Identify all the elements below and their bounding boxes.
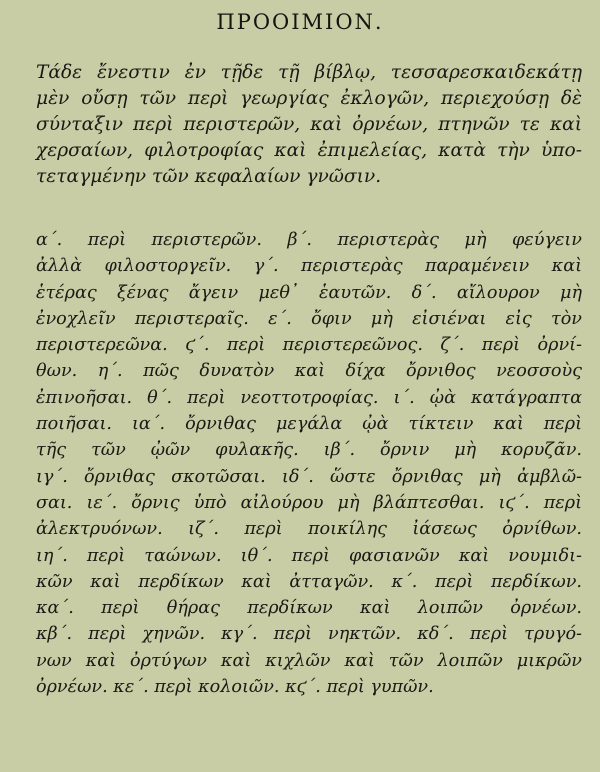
chapter-list-line: κα΄. περὶ θήρας περδίκων καὶ λοιπῶν ὀρνέων. xyxy=(36,598,582,619)
page-title: ΠΡΟΟΙΜΙΟΝ. xyxy=(216,10,384,34)
chapter-list-line: ὀρνέων. κε΄. περὶ κολοιῶν. κϛ΄. περὶ γυπῶν. xyxy=(36,677,434,698)
chapter-list-line: θων. η΄. πῶς δυνατὸν καὶ δίχα ὄρνιθος νεοσσοὺς xyxy=(36,361,582,382)
chapter-list xyxy=(36,227,582,700)
chapter-list-line: ιγ΄. ὄρνιθας σκοτῶσαι. ιδ΄. ὥστε ὄρνιθας μὴ ἀμβλῶ- xyxy=(36,466,582,487)
intro-line: τεταγμένην τῶν κεφαλαίων γνῶσιν. xyxy=(36,166,382,187)
chapter-list-line: σαι. ιε΄. ὄρνις ὑπὸ αἰλούρου μὴ βλάπτεσθαι. ιϛ΄. περὶ xyxy=(36,492,582,513)
chapter-list-line: ἑτέρας ξένας ἄγειν μεθ᾽ ἑαυτῶν. δ΄. αἴλουρον μὴ xyxy=(36,282,582,303)
intro-line: Τάδε ἔνεστιν ἐν τῇδε τῇ βίβλῳ, τεσσαρεσκαιδεκάτῃ xyxy=(36,62,582,83)
chapter-list-line: ἀλλὰ φιλοστοργεῖν. γ΄. περιστερὰς παραμένειν καὶ xyxy=(36,256,582,277)
intro-line: χερσαίων, φιλοτροφίας καὶ ἐπιμελείας, κατὰ τὴν ὑπο- xyxy=(36,140,582,161)
chapter-list-line: α΄. περὶ περιστερῶν. β΄. περιστερὰς μὴ φεύγειν xyxy=(36,230,582,250)
chapter-list-line: νων καὶ ὀρτύγων καὶ κιχλῶν καὶ τῶν λοιπῶν μικρῶν xyxy=(36,650,582,671)
chapter-list-line: κβ΄. περὶ χηνῶν. κγ΄. περὶ νηκτῶν. κδ΄. περὶ τρυγό- xyxy=(36,624,582,645)
intro-paragraph xyxy=(36,60,582,190)
chapter-list-line: ποιῆσαι. ια΄. ὄρνιθας μεγάλα ᾠὰ τίκτειν καὶ περὶ xyxy=(36,414,582,435)
chapter-list-line: ἐνοχλεῖν περιστεραῖς. ε΄. ὄφιν μὴ εἰσιέναι εἰς τὸν xyxy=(36,308,582,329)
chapter-list-line: τῆς τῶν ᾠῶν φυλακῆς. ιβ΄. ὄρνιν μὴ κορυζᾶν. xyxy=(36,440,582,461)
chapter-list-line: κῶν καὶ περδίκων καὶ ἀτταγῶν. κ΄. περὶ περδίκων. xyxy=(36,571,582,592)
intro-line: μὲν οὔσῃ τῶν περὶ γεωργίας ἐκλογῶν, περιεχούσῃ δὲ xyxy=(36,88,582,109)
intro-line: σύνταξιν περὶ περιστερῶν, καὶ ὀρνέων, πτηνῶν τε καὶ xyxy=(36,114,582,135)
chapter-list-line: ἐπινοῆσαι. θ΄. περὶ νεοττοτροφίας. ι΄. ᾠὰ κατάγραπτα xyxy=(36,387,582,408)
chapter-list-line: ιη΄. περὶ ταώνων. ιθ΄. περὶ φασιανῶν καὶ νουμιδι- xyxy=(36,545,582,566)
chapter-list-line: περιστερεῶνα. ϛ΄. περὶ περιστερεῶνος. ζ΄. περὶ ὀρνί- xyxy=(36,335,582,356)
chapter-list-line: ἀλεκτρυόνων. ιζ΄. περὶ ποικίλης ἰάσεως ὀρνίθων. xyxy=(36,519,582,540)
